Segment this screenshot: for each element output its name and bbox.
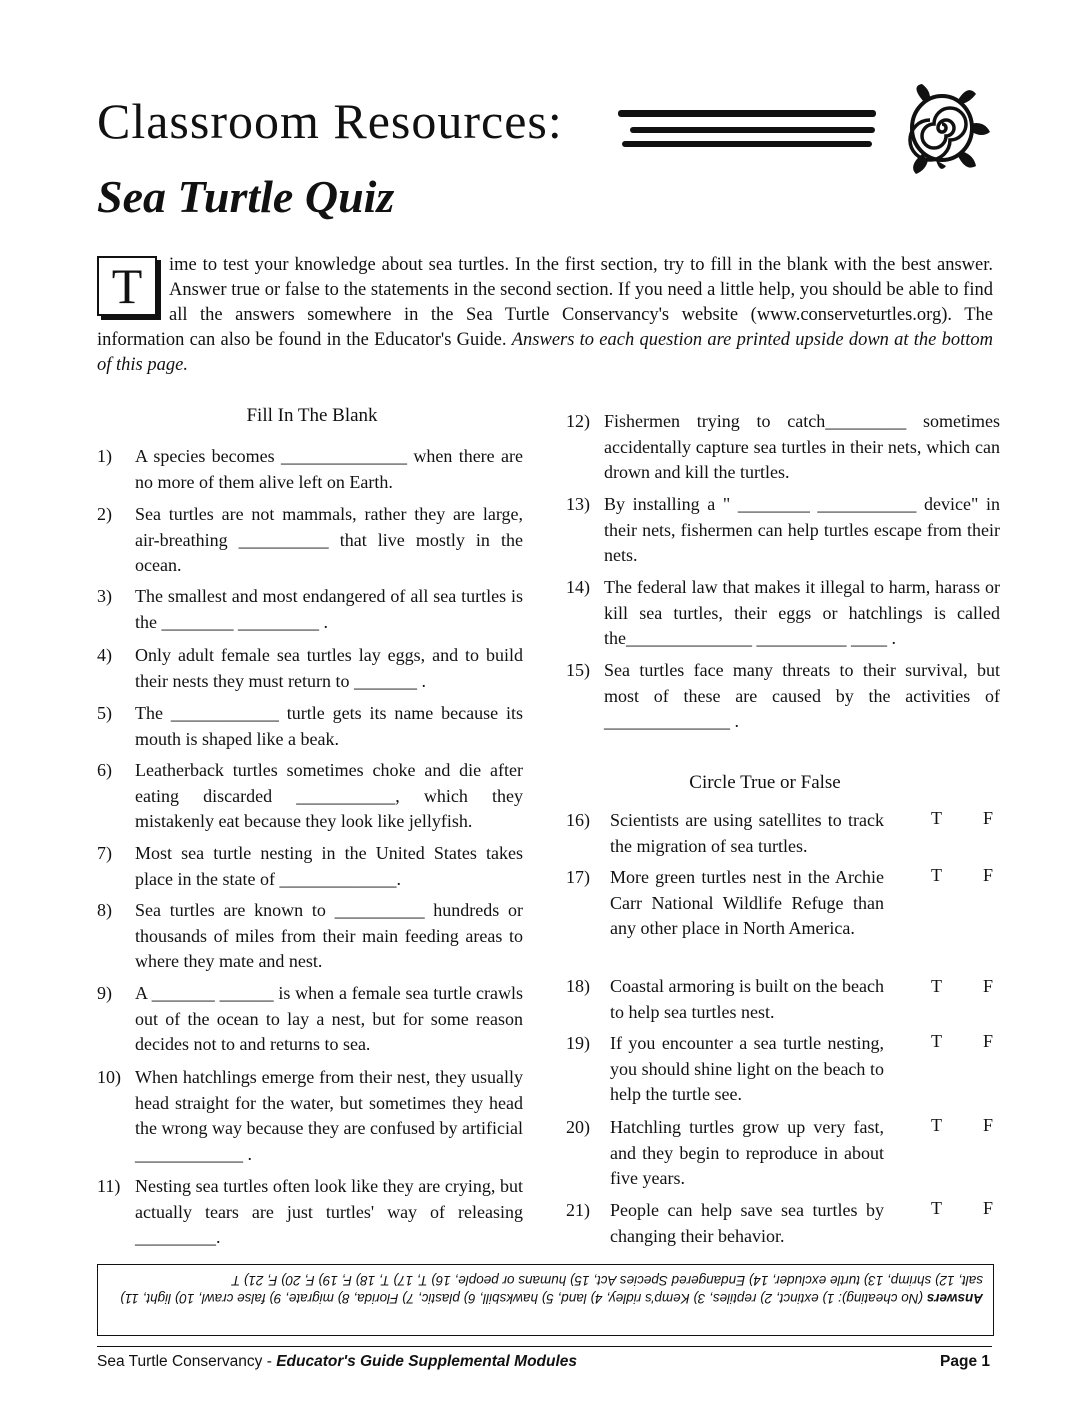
question-number: 19) <box>566 1033 590 1053</box>
drop-cap: T <box>97 256 157 316</box>
true-option-20[interactable]: T <box>931 1115 942 1135</box>
true-option-18[interactable]: T <box>931 976 942 996</box>
question-text: If you encounter a sea turtle nesting, you should shine light on the beach to help the turtle see. <box>610 1033 884 1104</box>
false-option-16[interactable]: F <box>983 808 994 828</box>
question-number: 15) <box>566 660 590 680</box>
question-text: A species becomes ______________ when there are no more of them alive left on Earth. <box>135 446 523 492</box>
false-option-17[interactable]: F <box>983 865 994 885</box>
intro-paragraph <box>97 253 993 378</box>
true-option-21[interactable]: T <box>931 1198 942 1218</box>
fill-in-heading: Fill In The Blank <box>246 405 378 426</box>
answers-box <box>97 1264 994 1336</box>
page-footer <box>97 1346 992 1371</box>
question-text: Sea turtles face many threats to their survival, but most of these are caused by the activities of ______________ . <box>604 660 1000 731</box>
false-option-19[interactable]: F <box>983 1031 994 1051</box>
false-option-21[interactable]: F <box>983 1198 994 1218</box>
question-number: 14) <box>566 577 590 597</box>
question-text: A _______ ______ is when a female sea turtle crawls out of the ocean to lay a nest, but for some reason decides not to and returns to sea. <box>135 983 523 1054</box>
intro-text: ime to test your knowledge about sea turtles. In the first section, try to fill in the blank with the best answer. Answer true or false to the statements in the second section. If you need a little help, you should be able to find all the answers somewhere in the Sea Turtle Conservancy's website (www.conserveturtles.org). The information can also be found in the Educator's Guide. <box>97 255 993 350</box>
question-number: 7) <box>97 843 112 863</box>
question-number: 10) <box>97 1067 121 1087</box>
question-number: 18) <box>566 976 590 996</box>
decorative-rule <box>622 141 872 147</box>
question-number: 17) <box>566 867 590 887</box>
question-text: Fishermen trying to catch_________ sometimes accidentally capture sea turtles in their nets, which can drown and kill the turtles. <box>604 411 1000 482</box>
question-text: Only adult female sea turtles lay eggs, and to build their nests they must return to _______ . <box>135 645 523 691</box>
question-number: 5) <box>97 703 112 723</box>
question-text: People can help save sea turtles by changing their behavior. <box>610 1200 884 1246</box>
answers-label: Answers <box>926 1291 983 1306</box>
question-text: Nesting sea turtles often look like they are crying, but actually tears are just turtles' way of releasing _________. <box>135 1176 523 1247</box>
footer-org: Sea Turtle Conservancy - <box>97 1353 277 1370</box>
page-number: Page 1 <box>940 1353 990 1370</box>
question-number: 2) <box>97 504 112 524</box>
question-number: 1) <box>97 446 112 466</box>
question-text: The ____________ turtle gets its name because its mouth is shaped like a beak. <box>135 703 523 749</box>
intro-answers-note: Answers to each question are printed upside down at the bottom of this page. <box>97 330 994 375</box>
question-text: Hatchling turtles grow up very fast, and they begin to reproduce in about five years. <box>610 1117 884 1188</box>
question-text: When hatchlings emerge from their nest, they usually head straight for the water, but sometimes they head the wrong way because they are confused by artificial ____________ . <box>135 1067 523 1164</box>
false-option-20[interactable]: F <box>983 1115 994 1135</box>
question-number: 21) <box>566 1200 590 1220</box>
turtle-logo-icon <box>896 80 996 185</box>
question-number: 13) <box>566 494 590 514</box>
question-text: Sea turtles are not mammals, rather they are large, air-breathing __________ that live mostly in the ocean. <box>135 504 523 575</box>
question-text: The smallest and most endangered of all sea turtles is the ________ _________ . <box>135 586 523 632</box>
question-number: 6) <box>97 760 112 780</box>
true-option-16[interactable]: T <box>931 808 942 828</box>
question-number: 3) <box>97 586 112 606</box>
footer-guide-title: Educator's Guide Supplemental Modules <box>276 1353 578 1370</box>
true-option-19[interactable]: T <box>931 1031 942 1051</box>
question-text: More green turtles nest in the Archie Carr National Wildlife Refuge than any other place in North America. <box>610 867 884 938</box>
decorative-rule <box>630 127 875 133</box>
question-number: 20) <box>566 1117 590 1137</box>
question-number: 16) <box>566 810 590 830</box>
question-text: Sea turtles are known to __________ hundreds or thousands of miles from their main feeding areas to where they mate and nest. <box>135 900 523 971</box>
true-option-17[interactable]: T <box>931 865 942 885</box>
question-number: 4) <box>97 645 112 665</box>
answers-note: (No cheating): <box>838 1291 923 1306</box>
false-option-18[interactable]: F <box>983 976 994 996</box>
question-text: Scientists are using satellites to track the migration of sea turtles. <box>610 810 884 856</box>
question-number: 12) <box>566 411 590 431</box>
question-text: The federal law that makes it illegal to harm, harass or kill sea turtles, their eggs or hatchlings is called the______________ __________ ____ . <box>604 577 1000 648</box>
question-text: Coastal armoring is built on the beach to help sea turtles nest. <box>610 976 884 1022</box>
page-subtitle: Sea Turtle Quiz <box>97 171 395 222</box>
decorative-rule <box>618 110 876 117</box>
true-false-heading: Circle True or False <box>689 772 841 793</box>
question-text: Leatherback turtles sometimes choke and die after eating discarded ___________, which they mistakenly eat because they look like jellyfish. <box>135 760 523 831</box>
answers-text: 1) extinct, 2) reptiles, 3) Kemp's ridley, 4) land, 5) hawksbill, 6) plastic, 7) Florida, 8) migrate, 9) false crawl, 10) light, 11) salt, 12) shrimp, 13) turtle excluder, 14) Endangered Species Act, 15) humans or people, 16) T, 17) T, 18) F, 19) F, 20) F, 21) T <box>120 1273 983 1306</box>
question-number: 8) <box>97 900 112 920</box>
question-number: 11) <box>97 1176 121 1196</box>
question-number: 9) <box>97 983 112 1003</box>
question-text: Most sea turtle nesting in the United States takes place in the state of _____________. <box>135 843 523 889</box>
question-text: By installing a " ________ ___________ device" in their nets, fishermen can help turtles escape from their nets. <box>604 494 1000 565</box>
page-title: Classroom Resources: <box>97 93 563 149</box>
